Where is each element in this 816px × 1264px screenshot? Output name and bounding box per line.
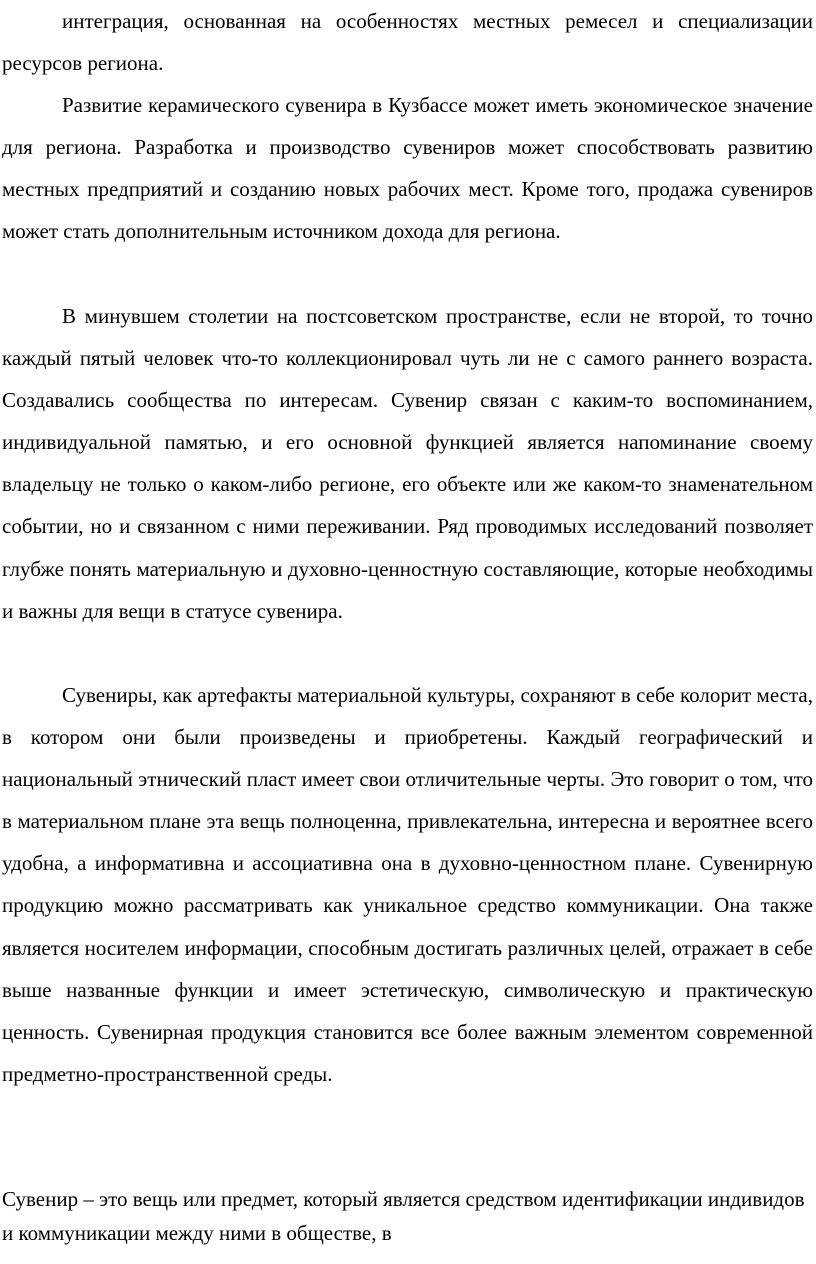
paragraph-1: интеграция, основанная на особенностях местных ремесел и специализации ресурсов региона. (2, 9, 813, 76)
paragraph-5: Сувенир – это вещь или предмет, который является средством идентификации индивидов и коммуникации между ними в обществе, в (2, 1187, 805, 1245)
paragraph-4: Сувениры, как артефакты материальной культуры, сохраняют в себе колорит места, в котором они были произведены и приобретены. Каждый географический и национальный этнический пласт имеет свои отличительные черты. Это говорит о том, что в материальном плане эта вещь полноценна, привлекательна, интересна и вероятнее всего удобна, а информативна и ассоциативна она в духовно-ценностном плане. Сувенирную продукцию можно рассматривать как уникальное средство коммуникации. Она также является носителем информации, способным достигать различных целей, отражает в себе выше названные функции и имеет эстетическую, символическую и практическую ценность. Сувенирная продукция становится все более важным элементом современной предметно-пространственной среды. (2, 683, 813, 1086)
paragraph-3: В минувшем столетии на постсоветском пространстве, если не второй, то точно каждый пятый человек что-то коллекционировал чуть ли не с самого раннего возраста. Создавались сообщества по интересам. Сувенир связан с каким-то воспоминанием, индивидуальной памятью, и его основной функцией является напоминание своему владельцу не только о каком-либо регионе, его объекте или же каком-то знаменательном событии, но и связанном с ними переживании. Ряд проводимых исследований позволяет глубже понять материальную и духовно-ценностную составляющие, которые необходимы и важны для вещи в статусе сувенира. (2, 304, 813, 623)
paragraph-2: Развитие керамического сувенира в Кузбассе может иметь экономическое значение для региона. Разработка и производство сувениров может способствовать развитию местных предприятий и созданию новых рабочих мест. Кроме того, продажа сувениров может стать дополнительным источником дохода для региона. (2, 93, 813, 244)
